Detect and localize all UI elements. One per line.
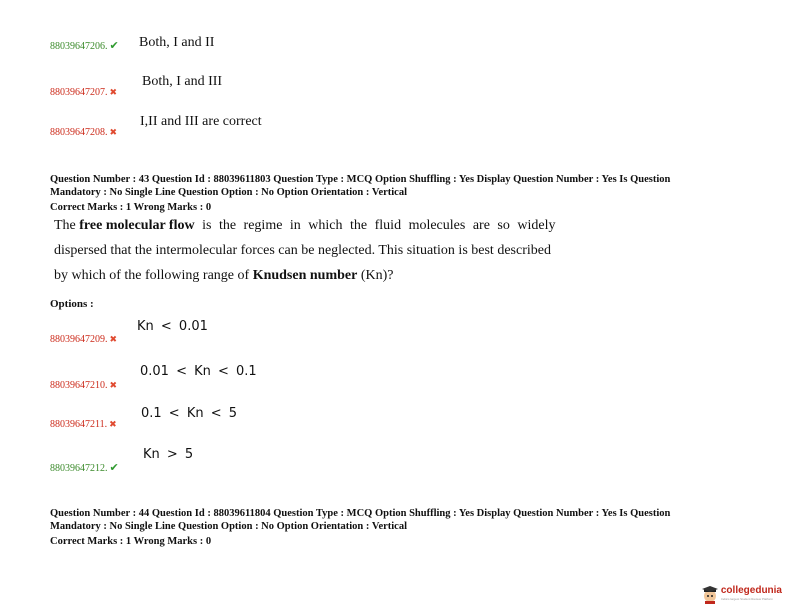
question-meta-line: Question Number : 44 Question Id : 88039611804 Question Type : MCQ Option Shuffling : Yes Display Question Number : Yes Is Question xyxy=(50,508,671,519)
question-text-line: by which of the following range of Knudsen number (Kn)? xyxy=(54,268,394,283)
option-row xyxy=(50,414,117,432)
question-marks: Correct Marks : 1 Wrong Marks : 0 xyxy=(50,536,212,547)
options-label: Options : xyxy=(50,298,94,310)
option-text: Kn > 5 xyxy=(143,447,194,462)
option-text: Both, I and III xyxy=(142,74,223,89)
question-header xyxy=(50,173,670,214)
option-row xyxy=(50,329,117,347)
question-text-line: dispersed that the intermolecular forces can be neglected. This situation is best described xyxy=(54,243,551,258)
option-row xyxy=(50,375,117,393)
question-marks: Correct Marks : 1 Wrong Marks : 0 xyxy=(50,202,212,213)
question-header xyxy=(50,507,670,548)
option-text: 0.1 < Kn < 5 xyxy=(141,406,238,421)
option-id: 88039647208. xyxy=(50,127,108,138)
option-id: 88039647212. xyxy=(50,463,108,474)
collegedunia-logo xyxy=(701,586,782,604)
cross-icon: ✖ xyxy=(109,334,118,344)
option-id: 88039647209. xyxy=(50,334,108,345)
option-id: 88039647206. xyxy=(50,41,108,52)
check-icon: ✔ xyxy=(109,462,119,474)
option-id: 88039647210. xyxy=(50,380,108,391)
option-row xyxy=(50,122,117,140)
question-meta-line: Mandatory : No Single Line Question Option : No Option Orientation : Vertical xyxy=(50,521,408,532)
mascot-icon xyxy=(701,586,719,604)
check-icon: ✔ xyxy=(109,40,119,52)
option-row xyxy=(50,458,119,476)
option-text: Both, I and II xyxy=(139,35,215,50)
logo-tagline: India's largest Student Review Platform xyxy=(720,597,774,601)
question-text: The free molecular flow is the regime in which the fluid molecules are so widely xyxy=(54,218,556,233)
option-row xyxy=(50,82,117,100)
option-id: 88039647207. xyxy=(50,87,108,98)
option-text: 0.01 < Kn < 0.1 xyxy=(140,364,257,379)
option-id: 88039647211. xyxy=(50,419,108,430)
term-bold: Knudsen number xyxy=(252,268,358,283)
question-meta-line: Mandatory : No Single Line Question Option : No Option Orientation : Vertical xyxy=(50,187,408,198)
question-meta-line: Question Number : 43 Question Id : 88039611803 Question Type : MCQ Option Shuffling : Yes Display Question Number : Yes Is Question xyxy=(50,174,671,185)
cross-icon: ✖ xyxy=(109,419,117,429)
term-bold: free molecular flow xyxy=(79,218,195,233)
question-text-line xyxy=(54,218,566,234)
option-row xyxy=(50,36,119,54)
logo-name: collegedunia xyxy=(720,585,782,596)
option-text: I,II and III are correct xyxy=(140,114,262,129)
cross-icon: ✖ xyxy=(109,380,118,390)
option-text: Kn < 0.01 xyxy=(137,319,208,334)
cross-icon: ✖ xyxy=(109,87,118,97)
cross-icon: ✖ xyxy=(109,127,118,137)
